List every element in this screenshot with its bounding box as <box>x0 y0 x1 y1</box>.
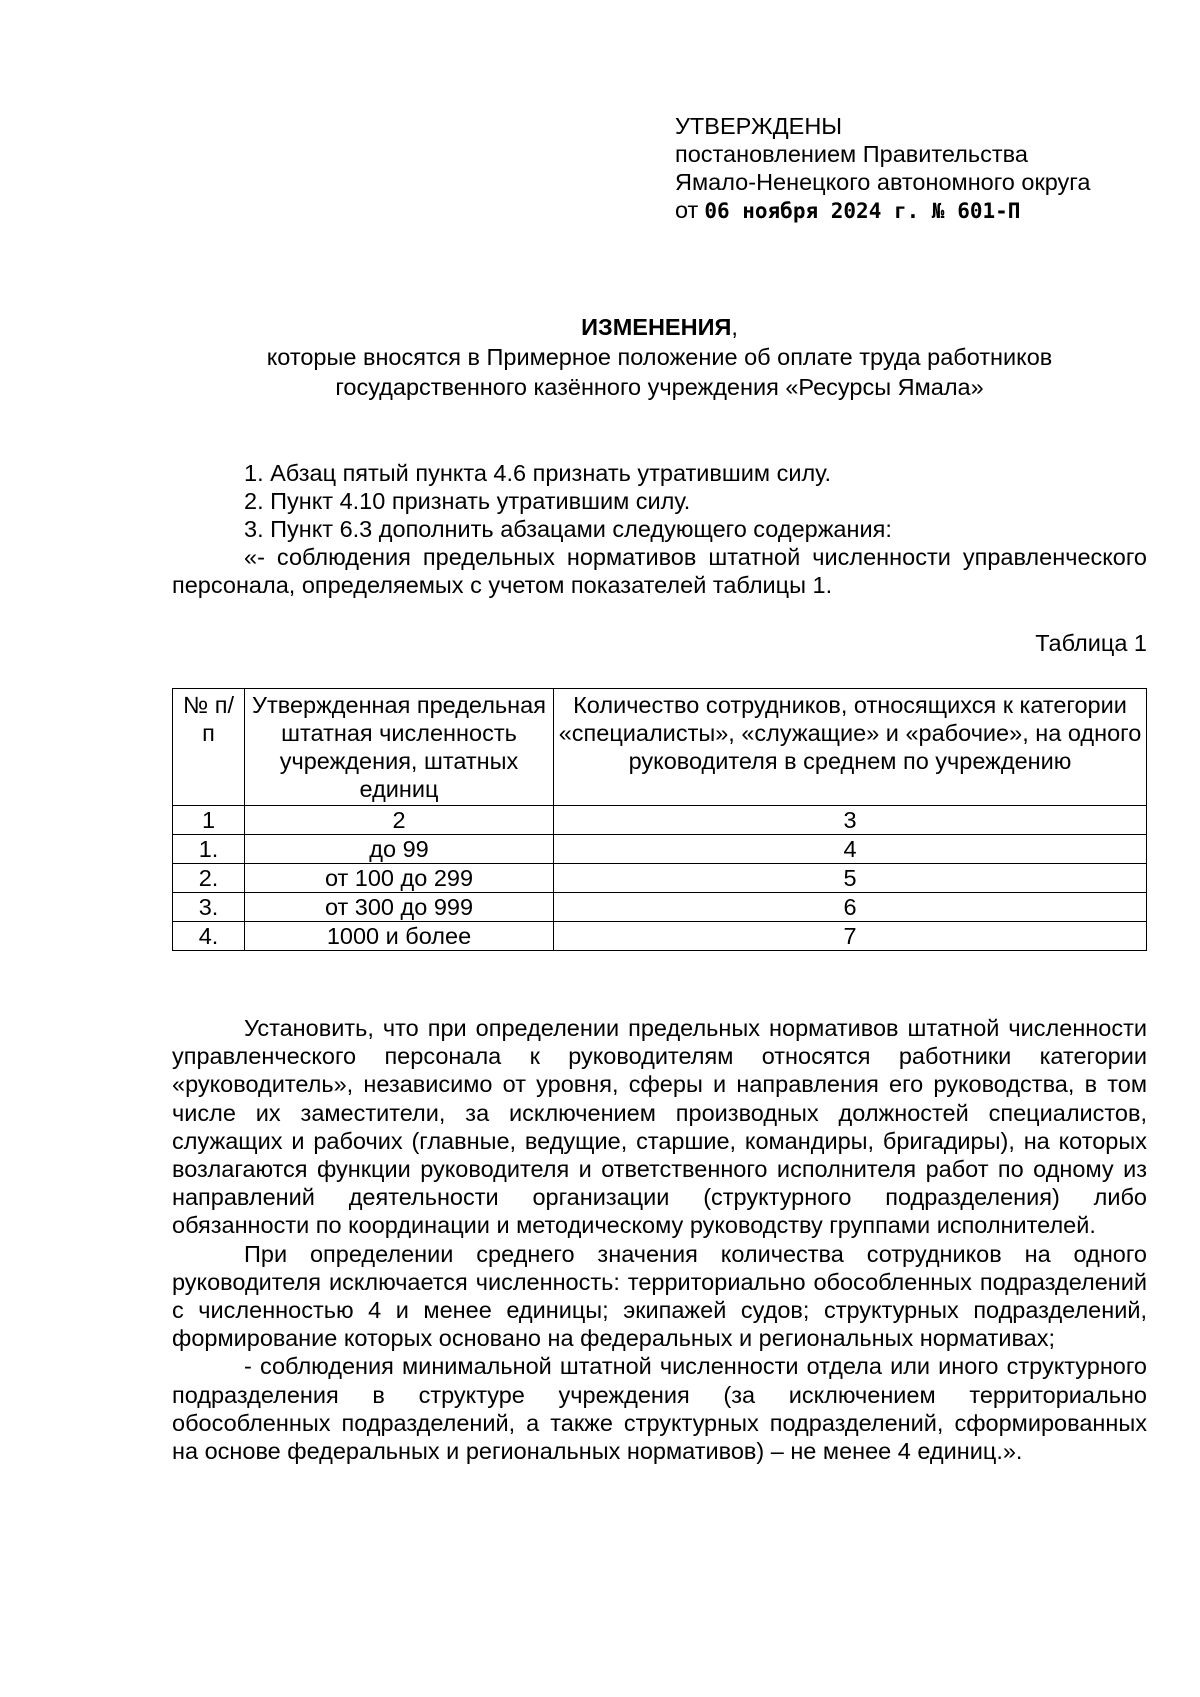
approval-date-line <box>675 196 1090 225</box>
table-row <box>173 835 1147 864</box>
table-cell: 7 <box>554 922 1147 951</box>
table-row <box>173 893 1147 922</box>
approved-label: УТВЕРЖДЕНЫ <box>675 113 843 139</box>
table-cell: 1000 и более <box>245 922 554 951</box>
subtitle-line-1: которые вносятся в Примерное положение об оплате труда работников <box>266 344 1053 370</box>
table-row <box>173 806 1147 835</box>
document-date-number: 06 ноября 2024 г. № 601-П <box>704 199 1021 223</box>
table-cell: от 300 до 999 <box>245 893 554 922</box>
amendment-item-1: 1. Абзац пятый пункта 4.6 признать утратившим силу. <box>244 460 832 486</box>
amendment-item-3: 3. Пункт 6.3 дополнить абзацами следующего содержания: <box>244 516 892 542</box>
amendment-item-2: 2. Пункт 4.10 признать утратившим силу. <box>244 488 691 514</box>
approved-by-line-1: постановлением Правительства <box>675 141 1028 167</box>
table-cell: 2. <box>173 864 245 893</box>
table-cell: 6 <box>554 893 1147 922</box>
header-staff-limit: Утвержденная предельная штатная численность учреждения, штатных единиц <box>245 689 554 806</box>
table-caption: Таблица 1 <box>1035 630 1147 656</box>
table-cell: 4. <box>173 922 245 951</box>
table-cell: 3 <box>554 806 1147 835</box>
header-number: № п/п <box>173 689 245 806</box>
subtitle-line-2: государственного казённого учреждения «Ресурсы Ямала» <box>335 374 984 400</box>
closing-paragraphs <box>172 1014 1147 1465</box>
table-cell: от 100 до 299 <box>245 864 554 893</box>
table-cell: 1. <box>173 835 245 864</box>
paragraph-minimum-staff: - соблюдения минимальной штатной численности отдела или иного структурного подразделения в структуре учреждения (за исключением территориально обособленных подразделений, а также структурных подразделений, сформированных на основе федеральных и региональных нормативов) – не менее 4 единиц.». <box>172 1353 1147 1465</box>
table-cell: до 99 <box>245 835 554 864</box>
header-employees-per-manager: Количество сотрудников, относящихся к категории «специалисты», «служащие» и «рабочие», на одного руководителя в среднем по учреждению <box>554 689 1147 806</box>
amendment-item-4: «- соблюдения предельных нормативов штатной численности управленческого персонала, определяемых с учетом показателей таблицы 1. <box>172 544 1147 598</box>
table-cell: 5 <box>554 864 1147 893</box>
table-row <box>173 864 1147 893</box>
approval-block <box>675 112 1090 225</box>
table-cell: 4 <box>554 835 1147 864</box>
approved-by-line-2: Ямало-Ненецкого автономного округа <box>675 169 1091 195</box>
paragraph-manager-definition: Установить, что при определении предельных нормативов штатной численности управленческого персонала к руководителям относятся работники категории «руководитель», независимо от уровня, сферы и направления его руководства, в том числе их заместители, за исключением производных должностей специалистов, служащих и рабочих (главные, ведущие, старшие, командиры, бригадиры), на которых возлагаются функции руководителя и ответственного исполнителя работ по одному из направлений деятельности организации (структурного подразделения) либо обязанности по координации и методическому руководству группами исполнителей. <box>172 1015 1147 1239</box>
document-heading <box>172 312 1147 402</box>
table-cell: 3. <box>173 893 245 922</box>
paragraph-average-calculation: При определении среднего значения количества сотрудников на одного руководителя исключается численность: территориально обособленных подразделений с численностью 4 и менее единицы; экипажей судов; структурных подразделений, формирование которых основано на федеральных и региональных нормативах; <box>172 1240 1147 1352</box>
amendment-items <box>172 459 1147 599</box>
table-cell: 1 <box>173 806 245 835</box>
staff-norms-table <box>172 688 1147 951</box>
title-suffix: , <box>731 314 738 340</box>
table-row <box>173 922 1147 951</box>
table-cell: 2 <box>245 806 554 835</box>
date-prefix: от <box>675 197 699 223</box>
table-header-row <box>173 689 1147 806</box>
document-title: ИЗМЕНЕНИЯ <box>581 314 732 340</box>
